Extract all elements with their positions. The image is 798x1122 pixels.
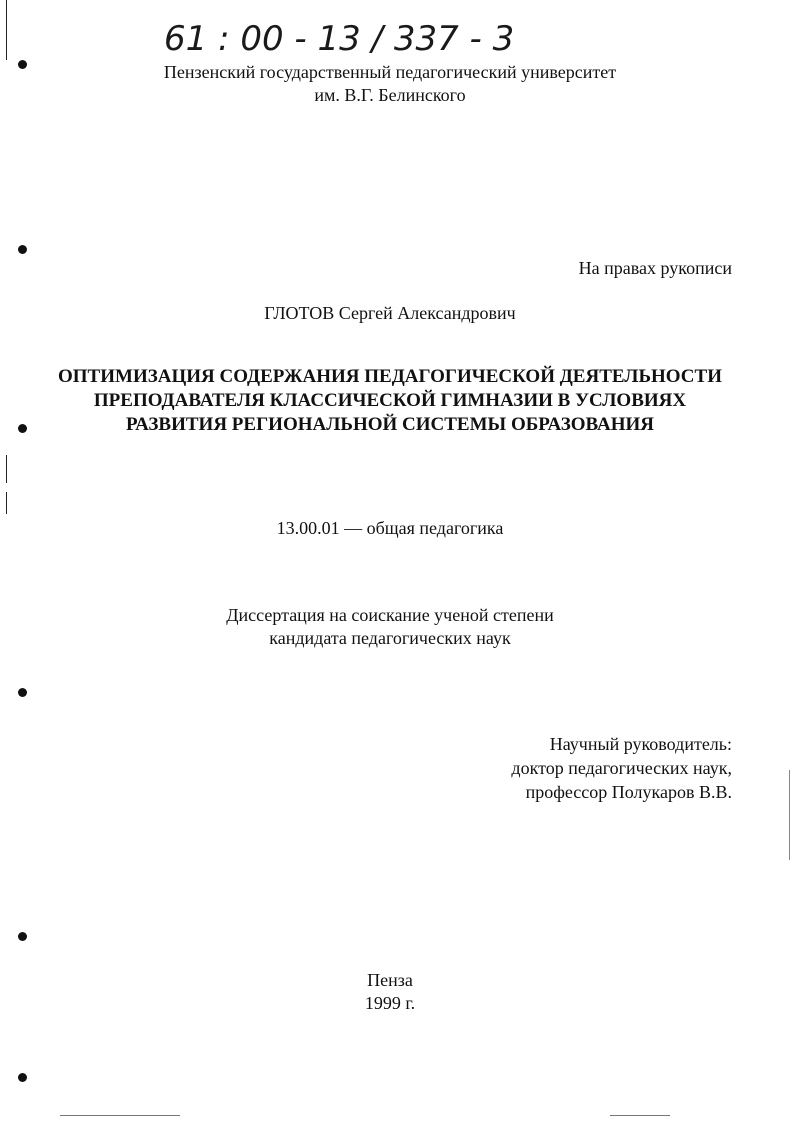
- author-name: ГЛОТОВ Сергей Александрович: [264, 303, 516, 323]
- title-line-3: РАЗВИТИЯ РЕГИОНАЛЬНОЙ СИСТЕМЫ ОБРАЗОВАНИЯ: [125, 414, 654, 435]
- title-line-1: ОПТИМИЗАЦИЯ СОДЕРЖАНИЯ ПЕДАГОГИЧЕСКОЙ ДЕЯТЕЛЬНОСТИ: [58, 366, 722, 387]
- binding-hole-mark: [18, 424, 27, 433]
- binding-hole-mark: [18, 60, 27, 69]
- city: Пенза: [367, 970, 413, 990]
- dissertation-title: [0, 365, 780, 437]
- scan-edge-mark: [6, 492, 7, 514]
- scan-edge-mark: [6, 455, 7, 483]
- binding-hole-mark: [18, 932, 27, 941]
- scan-edge-mark: [789, 770, 790, 860]
- manuscript-note: На правах рукописи: [578, 258, 732, 278]
- handwritten-archive-code: [160, 12, 540, 62]
- binding-hole-mark: [18, 245, 27, 254]
- supervisor-name: профессор Полукаров В.В.: [525, 782, 732, 802]
- scan-bottom-mark: [60, 1115, 180, 1116]
- binding-hole-mark: [18, 1073, 27, 1082]
- supervisor-degree: доктор педагогических наук,: [511, 758, 732, 778]
- title-line-2: ПРЕПОДАВАТЕЛЯ КЛАССИЧЕСКОЙ ГИМНАЗИИ В УСЛОВИЯХ: [93, 390, 687, 411]
- specialty-code: 13.00.01 — общая педагогика: [276, 518, 504, 538]
- university-name: Пензенский государственный педагогический университет: [163, 62, 617, 82]
- degree-line-2: кандидата педагогических наук: [269, 628, 511, 648]
- binding-hole-mark: [18, 688, 27, 697]
- university-named-after: им. В.Г. Белинского: [314, 85, 466, 105]
- supervisor-block: [511, 732, 732, 804]
- handwritten-code-text: 61 : 00 - 13 / 337 - 3: [164, 19, 515, 59]
- year: 1999 г.: [364, 993, 416, 1013]
- degree-line-1: Диссертация на соискание ученой степени: [226, 605, 554, 625]
- scan-edge-mark: [6, 0, 7, 60]
- supervisor-label: Научный руководитель:: [549, 734, 732, 754]
- scan-bottom-mark: [610, 1115, 670, 1116]
